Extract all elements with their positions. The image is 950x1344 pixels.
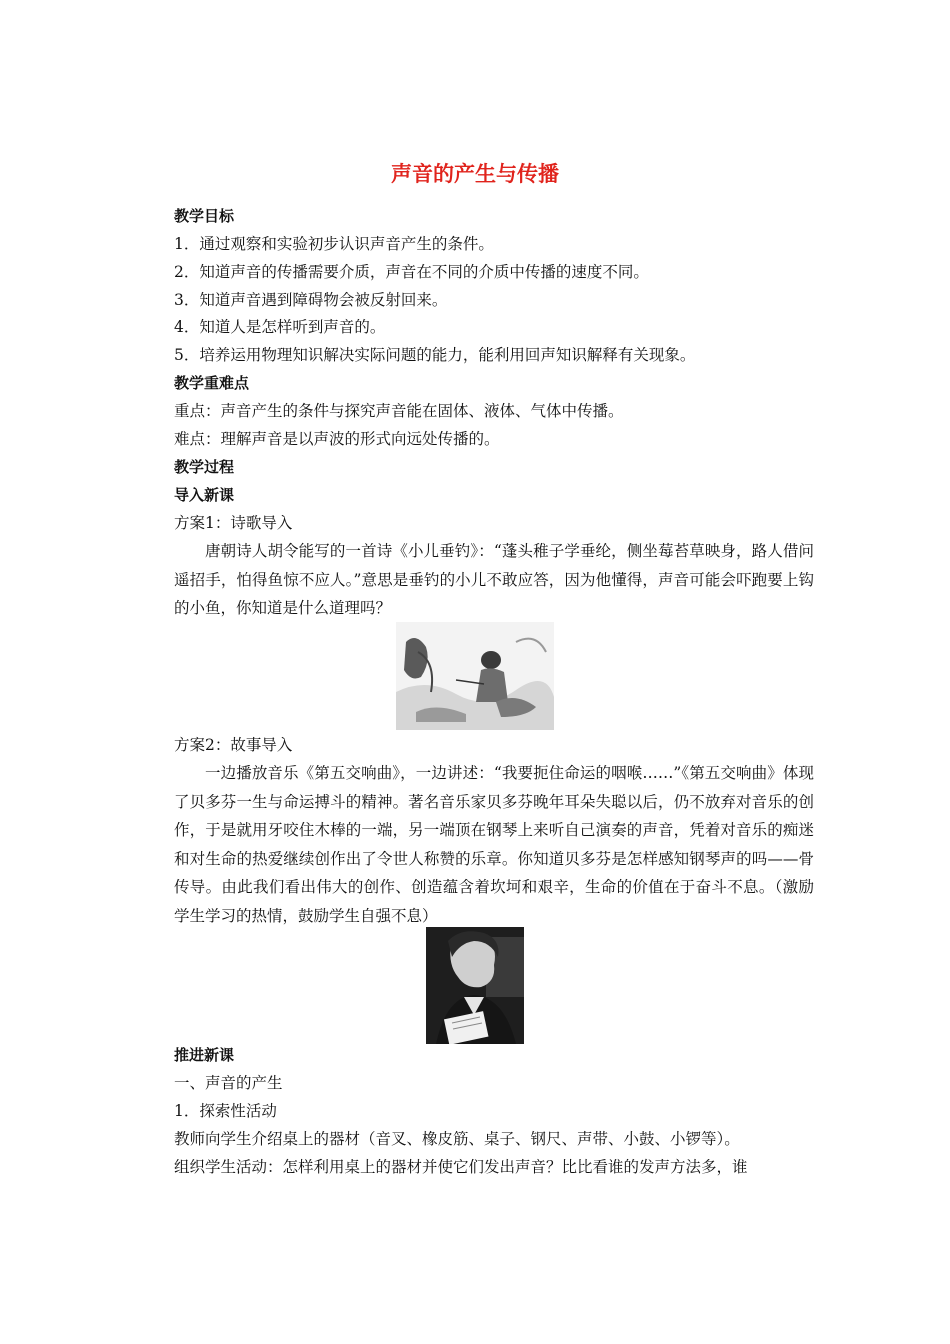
key-point: 重点：声音产生的条件与探究声音能在固体、液体、气体中传播。 <box>174 402 624 420</box>
plan1-title: 方案1：诗歌导入 <box>174 514 293 532</box>
intro-heading: 导入新课 <box>174 486 235 504</box>
difficult-point: 难点：理解声音是以声波的形式向远处传播的。 <box>174 430 500 448</box>
goal-item: 5．培养运用物理知识解决实际问题的能力，能利用回声知识解释有关现象。 <box>174 346 696 364</box>
part1-title: 一、声音的产生 <box>174 1074 283 1092</box>
goal-item: 1．通过观察和实验初步认识声音产生的条件。 <box>174 235 494 253</box>
key-heading: 教学重难点 <box>174 374 250 392</box>
activity-text: 组织学生活动：怎样利用桌上的器材并使它们发出声音？比比看谁的发声方法多，谁 <box>174 1158 748 1176</box>
plan2-text: 一边播放音乐《第五交响曲》，一边讲述：“我要扼住命运的咽喉……”《第五交响曲》体现了贝多芬一生与命运搏斗的精神。著名音乐家贝多芬晚年耳朵失聪以后，仍不放弃对音乐的创作，于是就用牙咬住木棒的一端，另一端顶在钢琴上来听自己演奏的声音，凭着对音乐的痴迷和对生命的热爱继续创作出了令世人称赞的乐章。你知道贝多芬是怎样感知钢琴声的吗——骨传导。由此我们看出伟大的创作、创造蕴含着坎坷和艰辛，生命的价值在于奋斗不息。（激励学生学习的热情，鼓励学生自强不息） <box>174 764 814 925</box>
activity-title: 1．探索性活动 <box>174 1102 277 1120</box>
activity-text: 教师向学生介绍桌上的器材（音叉、橡皮筋、桌子、钢尺、声带、小鼓、小锣等）。 <box>174 1130 740 1148</box>
advance-heading: 推进新课 <box>174 1046 235 1064</box>
goals-heading: 教学目标 <box>174 207 235 225</box>
goal-item: 2．知道声音的传播需要介质，声音在不同的介质中传播的速度不同。 <box>174 263 649 281</box>
process-heading: 教学过程 <box>174 458 235 476</box>
fishing-child-illustration <box>396 622 554 730</box>
page-title: 声音的产生与传播 <box>391 162 559 186</box>
plan2-title: 方案2：故事导入 <box>174 736 293 754</box>
goal-item: 4．知道人是怎样听到声音的。 <box>174 318 386 336</box>
beethoven-portrait <box>426 927 524 1044</box>
plan1-text: 唐朝诗人胡令能写的一首诗《小儿垂钓》：“蓬头稚子学垂纶，侧坐莓苔草映身，路人借问遥招手，怕得鱼惊不应人。”意思是垂钓的小儿不敢应答，因为他懂得，声音可能会吓跑要上钩的小鱼，你知道是什么道理吗？ <box>174 542 814 618</box>
goal-item: 3．知道声音遇到障碍物会被反射回来。 <box>174 291 448 309</box>
